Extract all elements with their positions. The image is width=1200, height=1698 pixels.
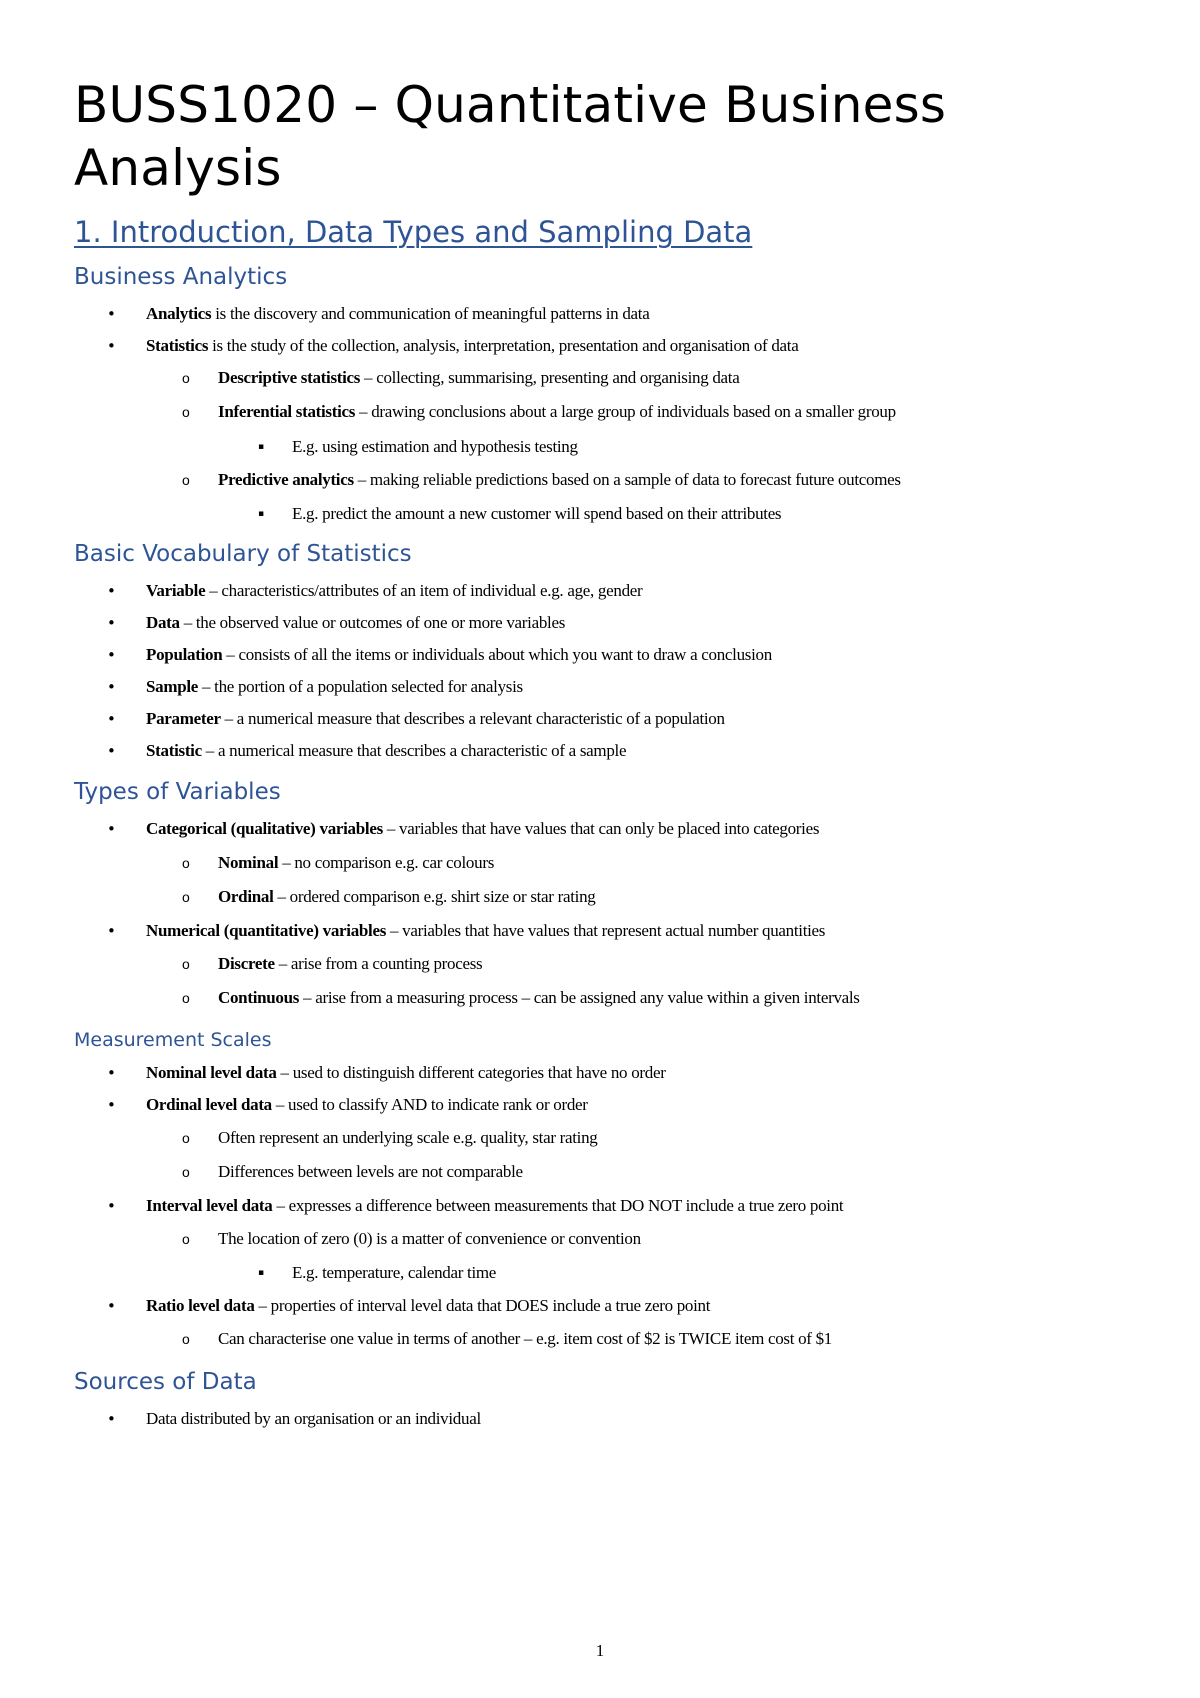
term: Parameter [146, 709, 221, 728]
bullet-marker: • [107, 582, 116, 600]
item-text: E.g. temperature, calendar time [292, 1263, 497, 1282]
bullet-marker: o [182, 990, 190, 1006]
list-item [74, 886, 1134, 908]
list-item [74, 1195, 1134, 1217]
bullet-marker: • [107, 646, 116, 664]
bullet-marker: • [107, 1297, 116, 1315]
definition: – no comparison e.g. car colours [278, 853, 495, 872]
bullet-marker: o [182, 370, 190, 386]
list-item [74, 1295, 1134, 1317]
page-number: 1 [595, 1641, 605, 1660]
item-text: E.g. using estimation and hypothesis testing [292, 437, 578, 456]
item-text: Often represent an underlying scale e.g. quality, star rating [218, 1128, 598, 1147]
list-item [74, 1408, 1134, 1430]
list-item [74, 401, 1134, 423]
definition: – characteristics/attributes of an item of individual e.g. age, gender [205, 581, 643, 600]
term: Categorical (qualitative) variables [146, 819, 383, 838]
heading-sources-of-data: Sources of Data [74, 1369, 257, 1395]
list-item [74, 740, 1134, 762]
item-text: Can characterise one value in terms of another – e.g. item cost of $2 is TWICE item cost of $1 [218, 1329, 832, 1348]
definition: – used to classify AND to indicate rank or order [271, 1095, 588, 1114]
list-item [74, 580, 1134, 602]
definition: is the study of the collection, analysis, interpretation, presentation and organisation of data [208, 336, 799, 355]
bullet-marker: o [182, 1130, 190, 1146]
bullet-marker: ▪ [258, 1268, 264, 1278]
term: Continuous [218, 988, 300, 1007]
definition: – the portion of a population selected for analysis [198, 677, 523, 696]
list-item [74, 503, 1134, 525]
term: Descriptive statistics [218, 368, 361, 387]
term: Ordinal [218, 887, 274, 906]
heading-measurement-scales: Measurement Scales [74, 1029, 272, 1051]
item-text: Data distributed by an organisation or an individual [146, 1409, 481, 1428]
bullet-marker: o [182, 1231, 190, 1247]
term: Statistic [146, 741, 202, 760]
definition: – drawing conclusions about a large group of individuals based on a smaller group [355, 402, 896, 421]
term: Nominal [218, 853, 279, 872]
heading-basic-vocabulary: Basic Vocabulary of Statistics [74, 541, 412, 567]
definition: – variables that have values that can only be placed into categories [382, 819, 820, 838]
term: Predictive analytics [218, 470, 354, 489]
definition: – used to distinguish different categories that have no order [276, 1063, 666, 1082]
bullet-marker: • [107, 922, 116, 940]
term: Variable [146, 581, 206, 600]
bullet-marker: • [107, 1410, 116, 1428]
bullet-marker: o [182, 855, 190, 871]
bullet-marker: • [107, 1064, 116, 1082]
bullet-marker: o [182, 1331, 190, 1347]
bullet-marker: • [107, 614, 116, 632]
list-item [74, 1161, 1134, 1183]
definition: is the discovery and communication of meaningful patterns in data [211, 304, 650, 323]
item-text: Differences between levels are not comparable [218, 1162, 523, 1181]
page-content [74, 74, 1134, 1430]
term: Discrete [218, 954, 275, 973]
definition: – ordered comparison e.g. shirt size or star rating [273, 887, 596, 906]
definition: – making reliable predictions based on a sample of data to forecast future outcomes [353, 470, 901, 489]
list-item [74, 612, 1134, 634]
bullet-marker: o [182, 1164, 190, 1180]
list-item [74, 436, 1134, 458]
term: Data [146, 613, 180, 632]
definition: – a numerical measure that describes a relevant characteristic of a population [220, 709, 725, 728]
bullet-marker: o [182, 956, 190, 972]
definition: – consists of all the items or individuals about which you want to draw a conclusion [222, 645, 772, 664]
list-item [74, 708, 1134, 730]
section-heading[interactable]: 1. Introduction, Data Types and Sampling Data [74, 215, 753, 249]
item-text: E.g. predict the amount a new customer will spend based on their attributes [292, 504, 782, 523]
bullet-marker: • [107, 337, 116, 355]
definition: – a numerical measure that describes a characteristic of a sample [201, 741, 627, 760]
bullet-marker: • [107, 742, 116, 760]
bullet-marker: • [107, 678, 116, 696]
term: Numerical (quantitative) variables [146, 921, 387, 940]
term: Interval level data [146, 1196, 273, 1215]
list-item [74, 676, 1134, 698]
term: Ordinal level data [146, 1095, 272, 1114]
bullet-marker: ▪ [258, 442, 264, 452]
list-item [74, 818, 1134, 840]
list-item [74, 644, 1134, 666]
term: Nominal level data [146, 1063, 277, 1082]
term: Inferential statistics [218, 402, 356, 421]
list-item [74, 920, 1134, 942]
definition: – arise from a measuring process – can be assigned any value within a given intervals [299, 988, 860, 1007]
item-text: The location of zero (0) is a matter of convenience or convention [218, 1229, 641, 1248]
list-item [74, 1127, 1134, 1149]
bullet-marker: • [107, 820, 116, 838]
document-title: BUSS1020 – Quantitative Business Analysis [74, 76, 947, 197]
bullet-marker: o [182, 472, 190, 488]
term: Analytics [146, 304, 212, 323]
list-item [74, 335, 1134, 357]
bullet-marker: • [107, 1197, 116, 1215]
definition: – the observed value or outcomes of one or more variables [179, 613, 566, 632]
bullet-marker: • [107, 710, 116, 728]
sources-of-data-list [74, 1408, 1134, 1430]
list-item [74, 469, 1134, 491]
list-item [74, 953, 1134, 975]
heading-business-analytics: Business Analytics [74, 264, 288, 290]
definition: – collecting, summarising, presenting and organising data [360, 368, 740, 387]
term: Ratio level data [146, 1296, 255, 1315]
list-item [74, 303, 1134, 325]
bullet-marker: • [107, 305, 116, 323]
list-item [74, 852, 1134, 874]
definition: – expresses a difference between measurements that DO NOT include a true zero point [272, 1196, 844, 1215]
heading-types-of-variables: Types of Variables [74, 779, 281, 805]
definition: – variables that have values that represent actual number quantities [386, 921, 826, 940]
bullet-marker: • [107, 1096, 116, 1114]
list-item [74, 1094, 1134, 1116]
measurement-scales-list [74, 1062, 1134, 1350]
basic-vocabulary-list [74, 580, 1134, 762]
definition: – properties of interval level data that DOES include a true zero point [254, 1296, 711, 1315]
list-item [74, 367, 1134, 389]
list-item [74, 987, 1134, 1009]
term: Population [146, 645, 223, 664]
definition: – arise from a counting process [274, 954, 483, 973]
bullet-marker: o [182, 889, 190, 905]
term: Sample [146, 677, 199, 696]
business-analytics-list [74, 303, 1134, 525]
term: Statistics [146, 336, 209, 355]
bullet-marker: o [182, 404, 190, 420]
list-item [74, 1062, 1134, 1084]
list-item [74, 1262, 1134, 1284]
bullet-marker: ▪ [258, 509, 264, 519]
types-of-variables-list [74, 818, 1134, 1009]
list-item [74, 1328, 1134, 1350]
list-item [74, 1228, 1134, 1250]
